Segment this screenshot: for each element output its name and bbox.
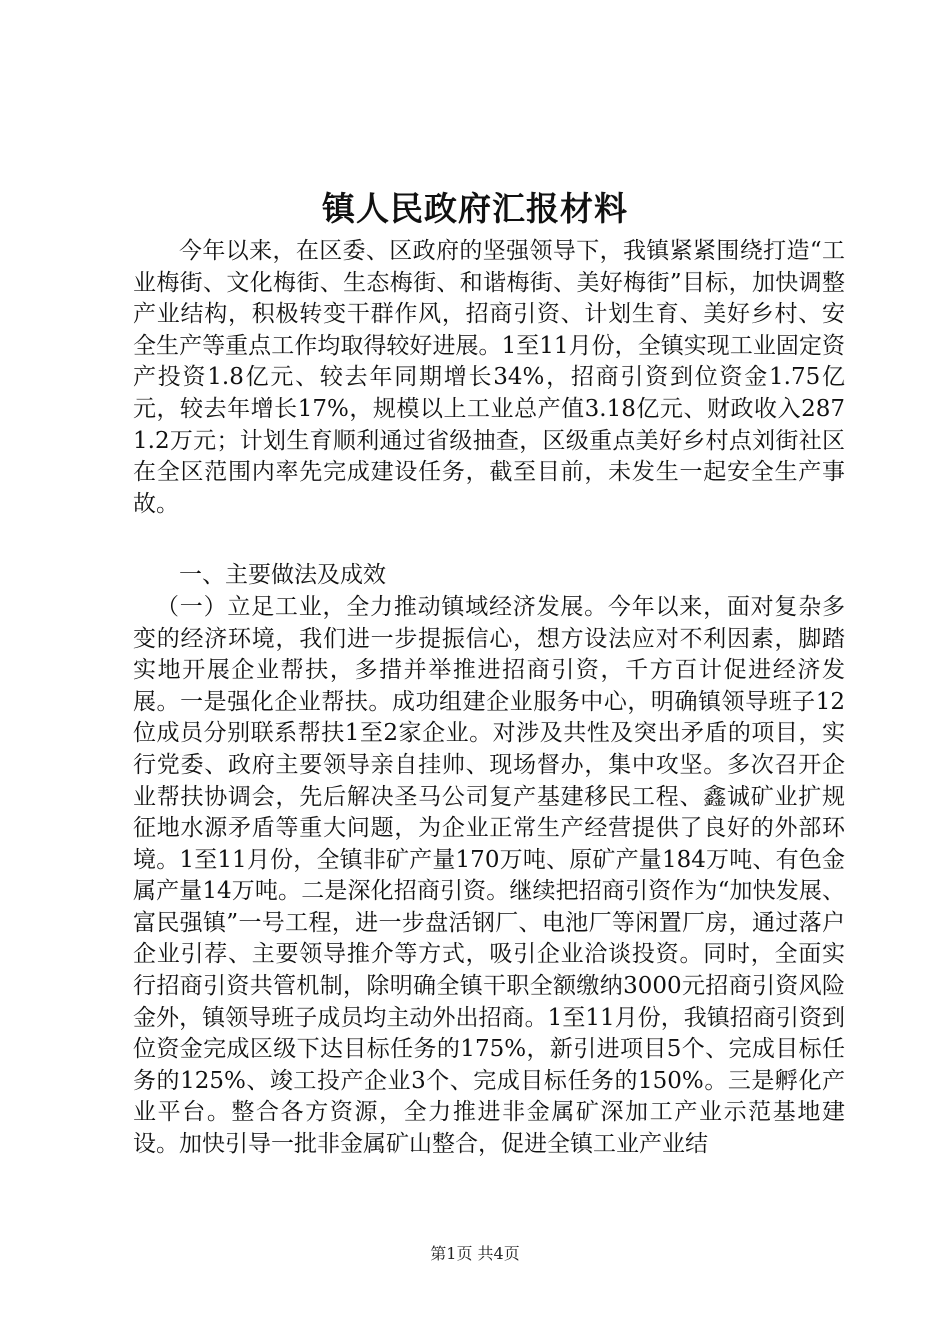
section-paragraph: （一）立足工业，全力推动镇域经济发展。今年以来，面对复杂多变的经济环境，我们进一步提振信心，想方设法应对不利因素，脚踏实地开展企业帮扶，多措并举推进招商引资，千方百计促进经济发展。一是强化企业帮扶。成功组建企业服务中心，明确镇领导班子12位成员分别联系帮扶1至2家企业。对涉及共性及突出矛盾的项目，实行党委、政府主要领导亲自挂帅、现场督办，集中攻坚。多次召开企业帮扶协调会，先后解决圣马公司复产基建移民工程、鑫诚矿业扩规征地水源矛盾等重大问题，为企业正常生产经营提供了良好的外部环境。1至11月份，全镇非矿产量170万吨、原矿产量184万吨、有色金属产量14万吨。二是深化招商引资。继续把招商引资作为“加快发展、富民强镇”一号工程，进一步盘活钢厂、电池厂等闲置厂房，通过落户企业引荐、主要领导推介等方式，吸引企业洽谈投资。同时，全面实行招商引资共管机制，除明确全镇干职全额缴纳3000元招商引资风险金外，镇领导班子成员均主动外出招商。1至11月份，我镇招商引资到位资金完成区级下达目标任务的175%，新引进项目5个、完成目标任务的125%、竣工投产企业3个、完成目标任务的150%。三是孵化产业平台。整合各方资源，全力推进非金属矿深加工产业示范基地建设。加快引导一批非金属矿山整合，促进全镇工业产业结 (133, 593, 845, 1158)
document-body (133, 236, 845, 1161)
document-title: 镇人民政府汇报材料 (322, 189, 628, 228)
page-footer: 第1页 共4页 (430, 1244, 520, 1263)
intro-paragraph: 今年以来，在区委、区政府的坚强领导下，我镇紧紧围绕打造“工业梅街、文化梅街、生态梅街、和谐梅街、美好梅街”目标，加快调整产业结构，积极转变干群作风，招商引资、计划生育、美好乡村、安全生产等重点工作均取得较好进展。1至11月份，全镇实现工业固定资产投资1.8亿元、较去年同期增长34%，招商引资到位资金1.75亿元，较去年增长17%，规模以上工业总产值3.18亿元、财政收入2871.2万元；计划生育顺利通过省级抽查，区级重点美好乡村点刘街社区在全区范围内率先完成建设任务，截至目前，未发生一起安全生产事故。 (133, 238, 845, 517)
section-heading: 一、主要做法及成效 (179, 562, 386, 589)
